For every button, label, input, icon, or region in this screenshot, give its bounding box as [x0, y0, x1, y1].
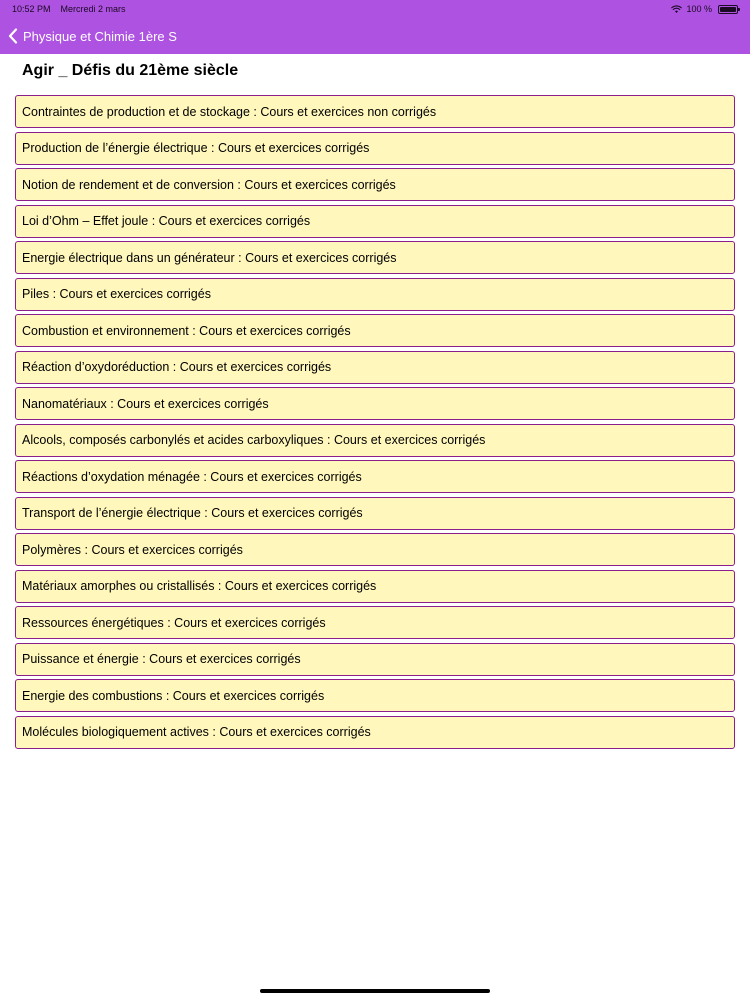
- list-item[interactable]: Puissance et énergie : Cours et exercices corrigés: [15, 643, 735, 676]
- battery-level-fill: [720, 7, 736, 12]
- wifi-icon: [671, 5, 682, 14]
- status-time: 10:52 PM: [12, 4, 51, 14]
- list-item[interactable]: Molécules biologiquement actives : Cours et exercices corrigés: [15, 716, 735, 749]
- chapter-list: [15, 95, 735, 752]
- back-button-label: Physique et Chimie 1ère S: [23, 28, 177, 44]
- status-date: Mercredi 2 mars: [60, 4, 126, 14]
- list-item[interactable]: Contraintes de production et de stockage : Cours et exercices non corrigés: [15, 95, 735, 128]
- list-item[interactable]: Polymères : Cours et exercices corrigés: [15, 533, 735, 566]
- chevron-left-icon: [8, 28, 18, 44]
- list-item[interactable]: Piles : Cours et exercices corrigés: [15, 278, 735, 311]
- back-button[interactable]: [8, 28, 177, 44]
- battery-percent: 100 %: [686, 4, 712, 14]
- list-item[interactable]: Alcools, composés carbonylés et acides carboxyliques : Cours et exercices corrigés: [15, 424, 735, 457]
- page-title: Agir _ Défis du 21ème siècle: [22, 62, 239, 79]
- list-item[interactable]: Energie électrique dans un générateur : Cours et exercices corrigés: [15, 241, 735, 274]
- list-item[interactable]: Combustion et environnement : Cours et exercices corrigés: [15, 314, 735, 347]
- status-bar: [0, 0, 750, 18]
- list-item[interactable]: Loi d’Ohm – Effet joule : Cours et exercices corrigés: [15, 205, 735, 238]
- list-item[interactable]: Matériaux amorphes ou cristallisés : Cours et exercices corrigés: [15, 570, 735, 603]
- list-item[interactable]: Ressources énergétiques : Cours et exercices corrigés: [15, 606, 735, 639]
- list-item[interactable]: Notion de rendement et de conversion : Cours et exercices corrigés: [15, 168, 735, 201]
- list-item[interactable]: Transport de l’énergie électrique : Cours et exercices corrigés: [15, 497, 735, 530]
- list-item[interactable]: Production de l’énergie électrique : Cours et exercices corrigés: [15, 132, 735, 165]
- list-item[interactable]: Réaction d’oxydoréduction : Cours et exercices corrigés: [15, 351, 735, 384]
- list-item[interactable]: Réactions d’oxydation ménagée : Cours et exercices corrigés: [15, 460, 735, 493]
- list-item[interactable]: Nanomatériaux : Cours et exercices corrigés: [15, 387, 735, 420]
- navigation-bar: [0, 18, 750, 54]
- battery-icon: [718, 5, 738, 14]
- home-indicator[interactable]: [260, 989, 490, 993]
- list-item[interactable]: Energie des combustions : Cours et exercices corrigés: [15, 679, 735, 712]
